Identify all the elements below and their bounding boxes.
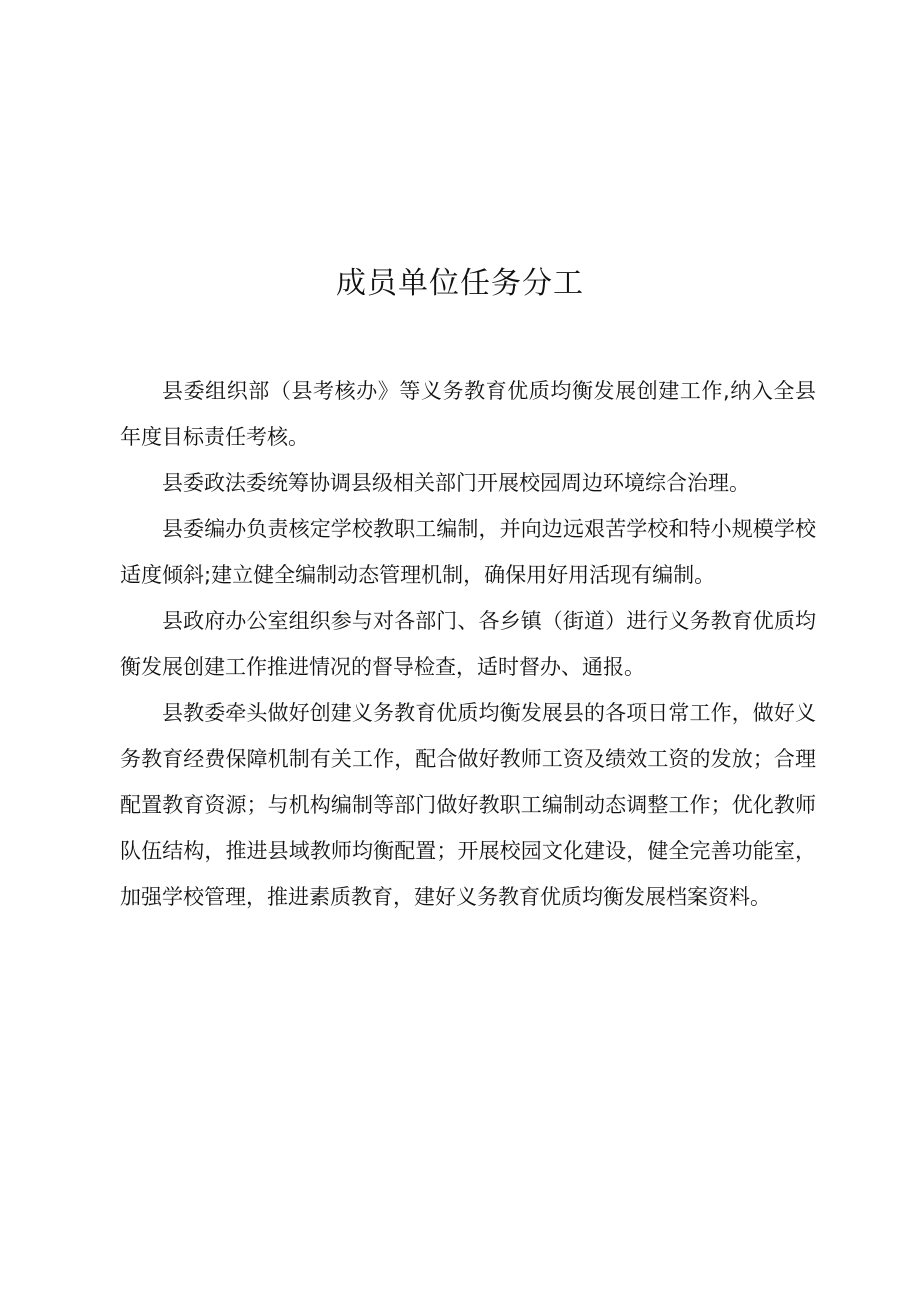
document-body [120, 368, 816, 920]
page-title: 成员单位任务分工 [336, 266, 584, 301]
paragraph-political-legal: 县委政法委统筹协调县级相关部门开展校园周边环境综合治理。 [162, 471, 750, 495]
paragraph-education-committee: 县教委牵头做好创建义务教育优质均衡发展县的各项日常工作，做好义务教育经费保障机制有关工作，配合做好教师工资及绩效工资的发放；合理配置教育资源；与机构编制等部门做好教职工编制动态调整工作；优化教师队伍结构，推进县域教师均衡配置；开展校园文化建设，健全完善功能室，加强学校管理，推进素质教育，建好义务教育优质均衡发展档案资料。 [120, 701, 816, 909]
paragraph-government-office: 县政府办公室组织参与对各部门、各乡镇（街道）进行义务教育优质均衡发展创建工作推进情况的督导检查，适时督办、通报。 [120, 609, 816, 679]
paragraph-organization-dept: 县委组织部（县考核办》等义务教育优质均衡发展创建工作,纳入全县年度目标责任考核。 [120, 379, 816, 449]
paragraph-staffing-office: 县委编办负责核定学校教职工编制，并向边远艰苦学校和特小规模学校适度倾斜;建立健全编制动态管理机制，确保用好用活现有编制。 [120, 517, 816, 587]
